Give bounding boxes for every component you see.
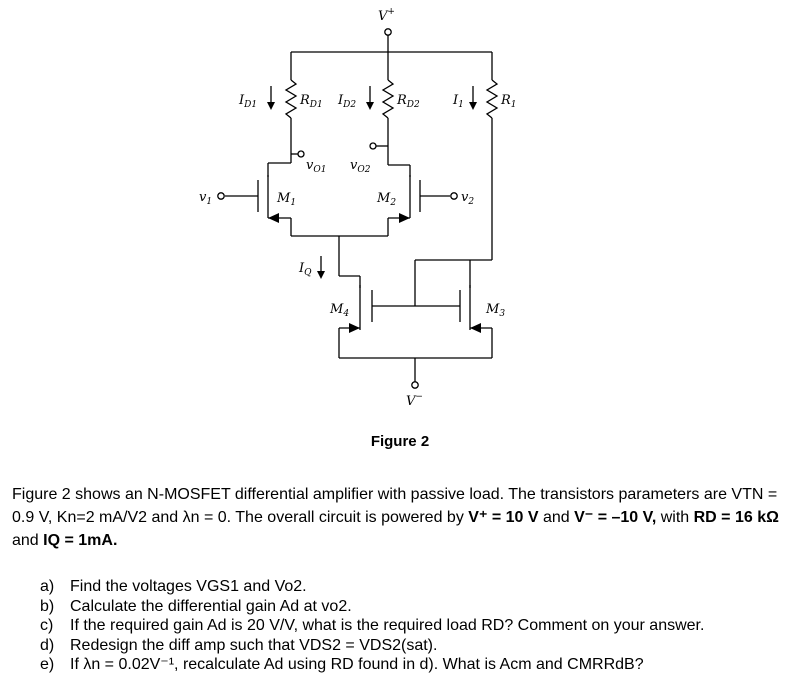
question-label: c) <box>40 617 54 635</box>
question-text: If the required gain Ad is 20 V/V, what is the required load RD? Comment on your answer. <box>70 617 705 635</box>
r1-resistor <box>487 80 497 118</box>
vo1-terminal <box>298 151 304 157</box>
id1-label: $I_{D1}$ <box>239 93 258 110</box>
m1-label: $M_1$ <box>277 191 297 208</box>
iq-value: IQ = 1mA. <box>43 532 118 549</box>
intro-with: with <box>656 509 694 526</box>
m3-label: $M_3$ <box>486 302 506 319</box>
intro-text: Figure 2 shows an N-MOSFET differential amplifier with passive load. The transistors parameters are VTN = 0.9 V, Kn=2 mA/V2 and λn = 0. The overall circuit is powered by <box>12 486 778 526</box>
question-item <box>40 655 780 675</box>
r1-label: $R_1$ <box>501 93 517 110</box>
question-text: If λn = 0.02V⁻¹, recalculate Ad using RD found in d). What is Acm and CMRRdB? <box>70 656 644 674</box>
problem-statement <box>12 483 782 552</box>
question-item <box>40 577 780 597</box>
v1-terminal <box>218 193 224 199</box>
question-text: Redesign the diff amp such that VDS2 = VDS2(sat). <box>70 636 438 654</box>
m2-label: $M_2$ <box>377 191 397 208</box>
intro-and-1: and <box>538 509 575 526</box>
question-label: e) <box>40 656 55 674</box>
v2-label: $v_2$ <box>461 190 475 207</box>
question-item <box>40 636 780 656</box>
rd1-resistor <box>286 80 296 118</box>
rd2-resistor <box>383 80 393 118</box>
question-label: a) <box>40 578 55 595</box>
id2-label: $I_{D2}$ <box>338 93 357 110</box>
rd2-label: $R_{D2}$ <box>397 93 420 110</box>
question-text: Find the voltages VGS1 and Vo2. <box>70 578 307 595</box>
question-item <box>40 597 780 617</box>
question-label: d) <box>40 636 55 654</box>
iq-label: $I_Q$ <box>299 261 312 278</box>
question-text: Calculate the differential gain Ad at vo2. <box>70 597 352 615</box>
vplus-terminal <box>385 29 391 35</box>
question-list <box>40 577 780 675</box>
i1-label: $I_1$ <box>453 93 464 110</box>
question-item <box>40 616 780 636</box>
v1-label: $v_1$ <box>199 190 213 207</box>
vo2-label: $v_{O2}$ <box>350 158 371 175</box>
question-label: b) <box>40 597 55 615</box>
vplus-label: V+ <box>378 7 395 24</box>
m4-label: $M_4$ <box>330 302 350 319</box>
vo2-terminal <box>370 143 376 149</box>
vminus-value: V⁻ = –10 V, <box>574 509 657 526</box>
rd1-label: $R_{D1}$ <box>300 93 323 110</box>
v2-terminal <box>451 193 457 199</box>
figure-caption: Figure 2 <box>370 433 430 450</box>
intro-and-2: and <box>12 532 44 549</box>
vminus-label: V− <box>406 392 423 409</box>
vminus-terminal <box>412 382 418 388</box>
vplus-value: V⁺ = 10 V <box>468 509 539 526</box>
vo1-label: $v_{O1}$ <box>306 158 327 175</box>
rd-value: RD = 16 kΩ <box>693 509 779 526</box>
